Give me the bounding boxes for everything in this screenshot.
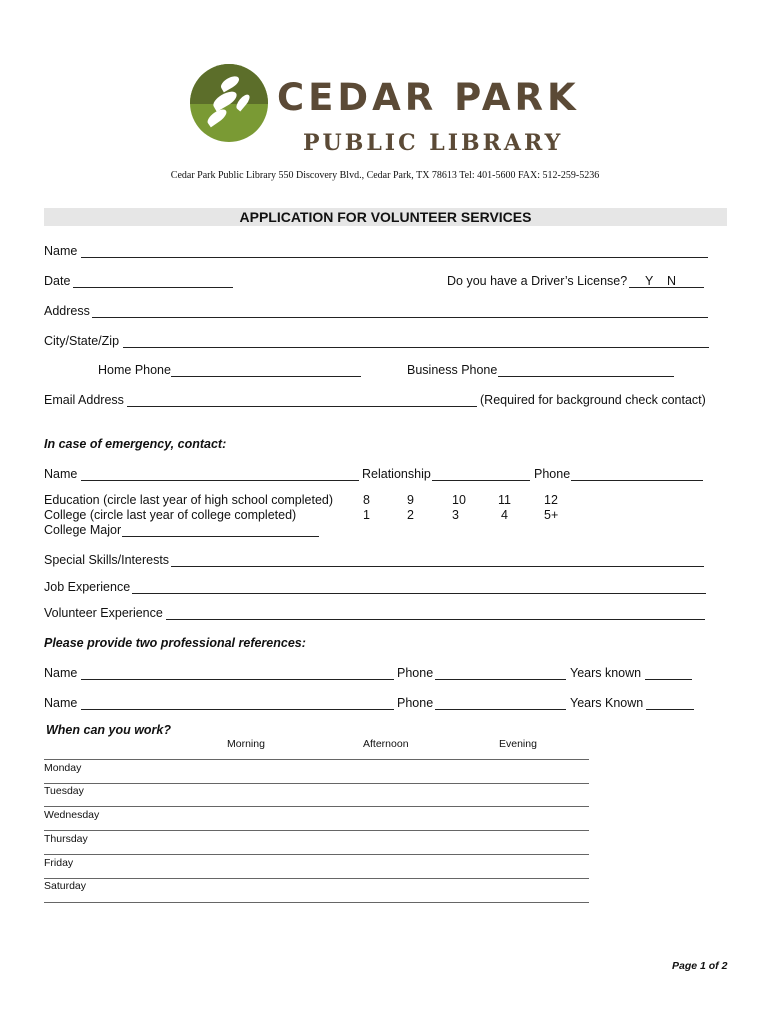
page-number: Page 1 of 2 [672, 960, 728, 972]
availability-row-line [44, 830, 589, 831]
availability-row-line [44, 783, 589, 784]
college-year-3[interactable]: 3 [452, 508, 459, 522]
license-question: Do you have a Driver’s License? [447, 274, 628, 288]
form-title: APPLICATION FOR VOLUNTEER SERVICES [239, 209, 532, 225]
city-state-zip-field[interactable] [123, 347, 709, 348]
hs-year-12[interactable]: 12 [544, 493, 558, 507]
home-phone-field[interactable] [171, 376, 361, 377]
ref1-name-label: Name [44, 666, 78, 680]
college-year-4[interactable]: 4 [501, 508, 508, 522]
hs-year-10[interactable]: 10 [452, 493, 466, 507]
college-label: College (circle last year of college completed) [44, 508, 297, 522]
college-year-5plus[interactable]: 5+ [544, 508, 559, 522]
ref1-years-field[interactable] [645, 679, 692, 680]
availability-heading: When can you work? [46, 723, 172, 737]
home-phone-label: Home Phone [98, 363, 171, 377]
availability-row-line [44, 759, 589, 760]
city-state-zip-label: City/State/Zip [44, 334, 120, 348]
volunteer-experience-label: Volunteer Experience [44, 606, 163, 620]
col-afternoon: Afternoon [363, 738, 409, 750]
volunteer-experience-field[interactable] [166, 619, 705, 620]
col-morning: Morning [227, 738, 265, 750]
college-year-2[interactable]: 2 [407, 508, 414, 522]
job-experience-label: Job Experience [44, 580, 131, 594]
hs-year-9[interactable]: 9 [407, 493, 414, 507]
license-no-option[interactable]: N [667, 274, 677, 288]
license-yes-option[interactable]: Y [645, 274, 654, 288]
logo-line-2: PUBLIC LIBRARY [303, 130, 564, 156]
address-field[interactable] [92, 317, 708, 318]
college-year-1[interactable]: 1 [363, 508, 370, 522]
ref1-years-label: Years known [570, 666, 642, 680]
references-heading: Please provide two professional references: [44, 636, 306, 650]
logo-line-1: CEDAR PARK [277, 76, 580, 119]
email-field[interactable] [127, 406, 477, 407]
emergency-phone-field[interactable] [571, 480, 703, 481]
college-major-label: College Major [44, 523, 122, 537]
ref2-name-field[interactable] [81, 709, 394, 710]
emergency-relationship-field[interactable] [432, 480, 530, 481]
address-label: Address [44, 304, 90, 318]
col-evening: Evening [499, 738, 537, 750]
ref1-name-field[interactable] [81, 679, 394, 680]
emergency-heading: In case of emergency, contact: [44, 437, 227, 451]
emergency-relationship-label: Relationship [362, 467, 431, 481]
ref1-phone-field[interactable] [435, 679, 566, 680]
emergency-name-label: Name [44, 467, 78, 481]
skills-field[interactable] [171, 566, 704, 567]
email-note: (Required for background check contact) [480, 393, 706, 407]
day-saturday: Saturday [44, 880, 87, 892]
library-logo [165, 48, 615, 168]
business-phone-field[interactable] [498, 376, 674, 377]
ref2-phone-label: Phone [397, 696, 434, 710]
job-experience-field[interactable] [132, 593, 706, 594]
ref2-years-field[interactable] [646, 709, 694, 710]
skills-label: Special Skills/Interests [44, 553, 170, 567]
college-major-field[interactable] [122, 536, 319, 537]
day-friday: Friday [44, 857, 74, 869]
ref1-phone-label: Phone [397, 666, 434, 680]
availability-row-line [44, 878, 589, 879]
leaf-seal-icon [190, 64, 268, 142]
hs-year-11[interactable]: 11 [498, 493, 511, 507]
date-field[interactable] [73, 287, 233, 288]
ref2-name-label: Name [44, 696, 78, 710]
emergency-name-field[interactable] [81, 480, 359, 481]
day-tuesday: Tuesday [44, 785, 84, 797]
high-school-label: Education (circle last year of high school completed) [44, 493, 334, 507]
date-label: Date [44, 274, 71, 288]
name-label: Name [44, 244, 78, 258]
day-thursday: Thursday [44, 833, 88, 845]
business-phone-label: Business Phone [407, 363, 498, 377]
emergency-phone-label: Phone [534, 467, 571, 481]
availability-row-line [44, 854, 589, 855]
day-wednesday: Wednesday [44, 809, 100, 821]
availability-row-line [44, 806, 589, 807]
ref2-phone-field[interactable] [435, 709, 566, 710]
day-monday: Monday [44, 762, 82, 774]
name-field[interactable] [81, 257, 708, 258]
availability-row-line [44, 902, 589, 903]
library-address-line: Cedar Park Public Library 550 Discovery Blvd., Cedar Park, TX 78613 Tel: 401-5600 FAX: 512-259-5236 [170, 170, 600, 181]
hs-year-8[interactable]: 8 [363, 493, 370, 507]
ref2-years-label: Years Known [570, 696, 644, 710]
email-label: Email Address [44, 393, 124, 407]
